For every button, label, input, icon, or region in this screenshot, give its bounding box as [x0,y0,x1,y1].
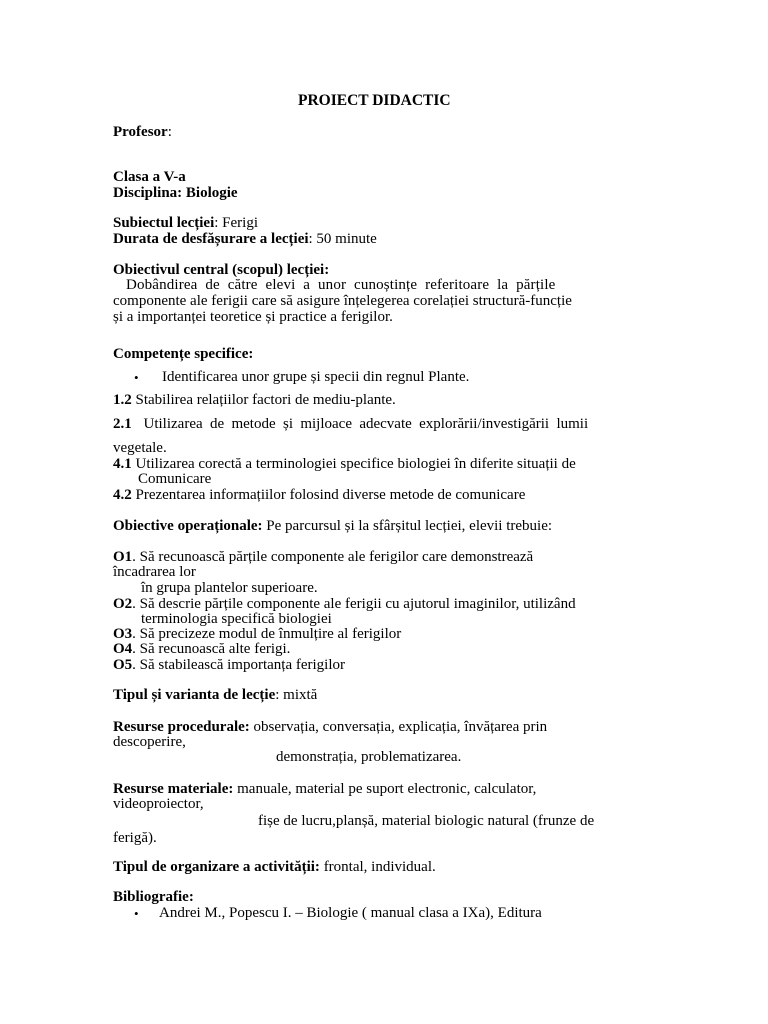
tipul-lectie-line [113,687,317,704]
profesor-colon: : [167,124,172,140]
subiect-line [113,215,258,232]
durata-label: Durata de desfășurare a lecției [113,231,309,247]
competente-bullet-text: Identificarea unor grupe și specii din regnul Plante. [162,369,470,385]
obiectiv-central-line-3: și a importanței teoretice și practice a ferigilor. [113,309,393,325]
organizare-label: Tipul de organizare a activității: [113,859,320,875]
competenta-2-1-cont: vegetale. [113,440,167,456]
disciplina-line: Disciplina: Biologie [113,185,238,201]
competente-label: Competențe specifice: [113,346,254,362]
durata-line [113,231,377,248]
tipul-lectie-value: : mixtă [275,687,318,703]
competenta-2-1-num: 2.1 [113,416,132,432]
obiectiv-central-text-1: Dobândirea de către elevi a unor cunoștințe referitoare la părțile [126,277,556,293]
competenta-4-2-num: 4.2 [113,487,132,503]
obiectiv-o3-code: O3 [113,626,133,642]
obiective-operationale-text: Pe parcursul și la sfârșitul lecției, elevii trebuie: [262,518,553,534]
resurse-procedurale-cont-1: descoperire, [113,734,186,750]
obiectiv-o3-text: . Să precizeze modul de înmulțire al ferigilor [132,626,402,642]
organizare-value: frontal, individual. [319,859,436,875]
profesor-label: Profesor [113,124,168,140]
competenta-1-2 [113,392,396,409]
competenta-1-2-text: Stabilirea relațiilor factori de mediu-plante. [131,392,396,408]
resurse-materiale-cont-3: ferigă). [113,830,157,846]
resurse-procedurale-text: observația, conversația, explicația, învățarea prin [249,719,548,735]
obiective-operationale-line [113,518,552,535]
clasa-line: Clasa a V-a [113,169,186,185]
competenta-1-2-num: 1.2 [113,392,132,408]
profesor-line [113,124,172,141]
tipul-lectie-label: Tipul și varianta de lecție [113,687,276,703]
obiectiv-o4-text: . Să recunoască alte ferigi. [132,641,291,657]
resurse-materiale-text: manuale, material pe suport electronic, calculator, [233,781,537,797]
obiective-operationale-label: Obiective operaționale: [113,518,263,534]
organizare-line [113,859,436,876]
competenta-4-2 [113,487,525,504]
durata-value: : 50 minute [308,231,377,247]
obiectiv-o4 [113,641,290,658]
bibliografie-item: Andrei M., Popescu I. – Biologie ( manual clasa a IXa), Editura [159,905,542,921]
resurse-procedurale-label: Resurse procedurale: [113,719,250,735]
bibliografie-label: Bibliografie: [113,889,194,905]
obiectiv-o5-text: . Să stabilească importanța ferigilor [132,657,346,673]
competenta-2-1 [113,416,588,433]
obiectiv-central-line-1 [113,277,653,294]
obiectiv-o2-code: O2 [113,596,133,612]
obiectiv-o1-code: O1 [113,549,133,565]
subiect-label: Subiectul lecției [113,215,215,231]
obiectiv-o4-code: O4 [113,641,133,657]
competente-bullet: • [134,370,139,385]
competenta-4-1-cont: Comunicare [138,471,212,487]
resurse-procedurale-cont-2: demonstrația, problematizarea. [276,749,462,765]
competenta-2-1-text: Utilizarea de metode și mijloace adecvate explorării/investigării lumii [143,416,589,432]
obiectiv-o1-cont-2: în grupa plantelor superioare. [141,580,318,596]
obiectiv-central-line-2: componente ale ferigii care să asigure înțelegerea corelației structură-funcție [113,293,572,309]
obiectiv-o1-text: . Să recunoască părțile componente ale ferigilor care demonstrează [132,549,534,565]
resurse-materiale-label: Resurse materiale: [113,781,234,797]
bibliografie-bullet: • [134,906,139,921]
resurse-materiale-cont-2: fișe de lucru,planșă, material biologic natural (frunze de [258,813,595,829]
document-title: PROIECT DIDACTIC [298,92,451,109]
competenta-4-1-num: 4.1 [113,456,132,472]
obiectiv-o1-cont-1: încadrarea lor [113,564,196,580]
competenta-4-1-text: Utilizarea corectă a terminologiei specifice biologiei în diferite situații de [131,456,576,472]
obiectiv-o5 [113,657,345,674]
obiectiv-o2-text: . Să descrie părțile componente ale ferigii cu ajutorul imaginilor, utilizând [132,596,576,612]
obiectiv-o2-cont-1: terminologia specifică biologiei [141,611,332,627]
resurse-materiale-cont-1: videoproiector, [113,796,204,812]
obiectiv-central-label: Obiectivul central (scopul) lecției: [113,262,330,278]
subiect-value: : Ferigi [214,215,258,231]
obiectiv-o5-code: O5 [113,657,133,673]
competenta-4-2-text: Prezentarea informațiilor folosind diverse metode de comunicare [131,487,526,503]
